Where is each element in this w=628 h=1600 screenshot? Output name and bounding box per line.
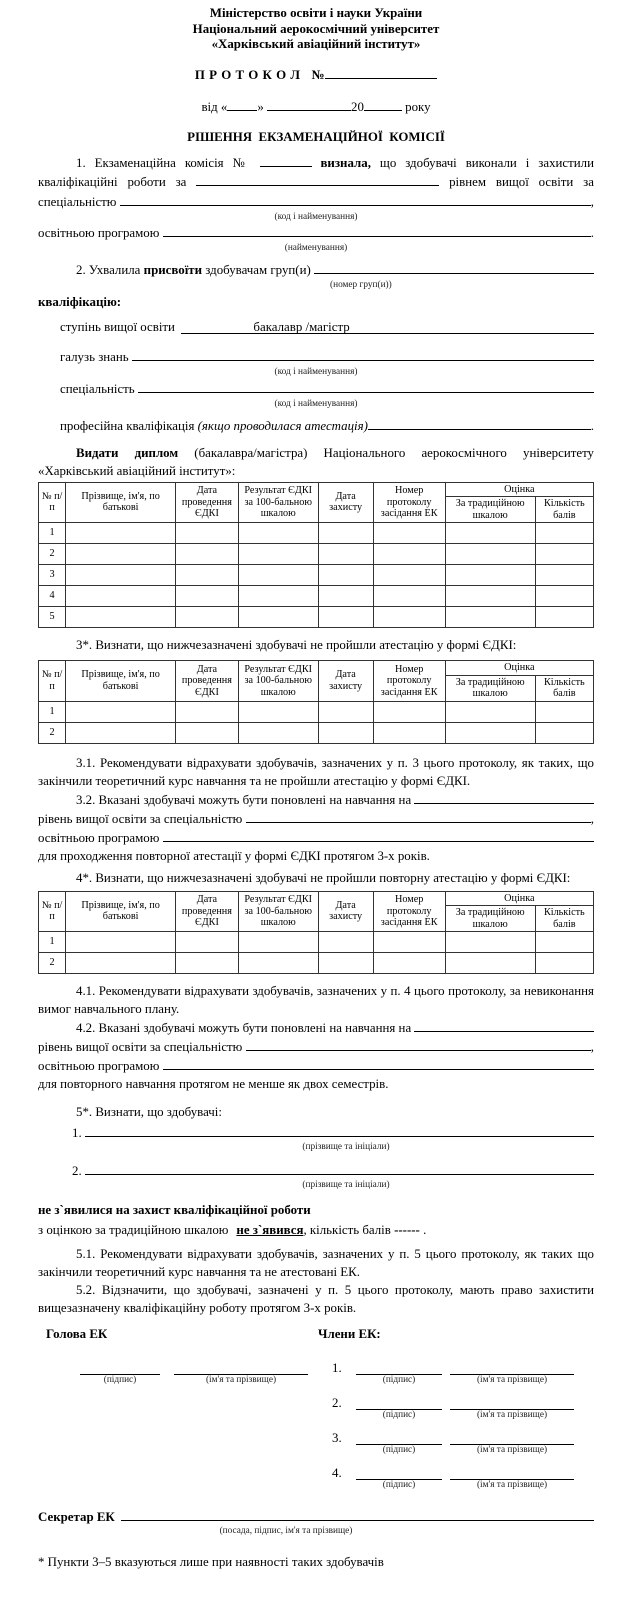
comma: ,: [590, 811, 594, 826]
table-row: [39, 932, 594, 953]
university-line: Національний аерокосмічний університет: [192, 21, 440, 36]
paragraph-4-2-line-1: [38, 1018, 594, 1037]
empty-cell: [238, 544, 318, 565]
signature-field: [356, 1396, 442, 1421]
empty-cell: [66, 953, 176, 974]
speciality2-blank: [138, 379, 594, 393]
row-number-cell: 2: [39, 544, 66, 565]
paragraph-4-1: 4.1. Рекомендувати відрахувати здобувачів, зазначених у п. 4 цього протоколу, за невиконання вимог навчального плану.: [38, 984, 594, 1016]
empty-cell: [176, 953, 239, 974]
empty-cell: [238, 701, 318, 722]
empty-cell: [176, 523, 239, 544]
signature-field: [356, 1466, 442, 1491]
col-date-edki: Дата проведення ЄДКІ: [176, 661, 239, 702]
table-row: [39, 607, 594, 628]
empty-cell: [373, 565, 445, 586]
paragraph-1-line-1: [38, 154, 594, 173]
empty-cell: [318, 953, 373, 974]
head-signature-row: [80, 1361, 318, 1386]
empty-cell: [238, 586, 318, 607]
table-header: [39, 891, 594, 932]
qualification-label: кваліфікацію:: [38, 294, 122, 309]
student-name-blank: [85, 1161, 594, 1175]
points-dashes: ------: [394, 1223, 420, 1237]
empty-cell: [176, 701, 239, 722]
empty-cell: [535, 565, 593, 586]
empty-cell: [445, 565, 535, 586]
no-attestation-table: [38, 660, 594, 744]
empty-cell: [318, 607, 373, 628]
table-body: [39, 932, 594, 974]
branch-blank: [132, 347, 594, 361]
fullname-field: [174, 1361, 308, 1386]
col-defense: Дата захисту: [318, 891, 373, 932]
empty-cell: [318, 523, 373, 544]
empty-cell: [66, 586, 176, 607]
empty-cell: [176, 722, 239, 743]
empty-cell: [373, 701, 445, 722]
p1-text: що здобувачі виконали і захистили: [379, 155, 595, 170]
empty-cell: [445, 722, 535, 743]
diploma-rest: (бакалавра/магістра) Національного аерокосмічного університету «Харківський авіаційний інститут»:: [38, 445, 594, 478]
caption-secretary: (посада, підпис, ім'я та прізвище): [219, 1526, 353, 1536]
empty-cell: [66, 544, 176, 565]
repeat-no-attestation-table: [38, 891, 594, 975]
empty-cell: [535, 586, 593, 607]
caption-fullname: (ім'я та прізвище): [476, 1445, 548, 1455]
fullname-blank: [450, 1361, 574, 1375]
date-day-blank: [227, 98, 257, 111]
period: .: [419, 1223, 427, 1237]
paragraph-3-2-line-4: для проходження повторної атестації у формі ЄДКІ протягом 3-х років.: [38, 848, 430, 863]
row-number-cell: 4: [39, 586, 66, 607]
paragraph-5-2: 5.2. Відзначити, що здобувачі, зазначені у п. 5 цього протоколу, мають право захистити вищезазначену кваліфікаційну роботу протягом 3-х років.: [38, 1283, 594, 1315]
fullname-blank: [174, 1361, 308, 1375]
table-row: [39, 722, 594, 743]
col-protocol: Номер протоколу засідання ЕК: [373, 482, 445, 523]
members-list: [318, 1361, 594, 1491]
paragraph-3-2-line-3: [38, 828, 594, 847]
date-year-blank: [364, 98, 402, 111]
p1-bold-recognized: визнала,: [320, 155, 371, 170]
paragraph-2-line: [38, 260, 594, 280]
col-result: Результат ЄДКІ за 100-бальною шкалою: [238, 891, 318, 932]
empty-cell: [66, 565, 176, 586]
diploma-paragraph: [38, 444, 594, 480]
empty-cell: [445, 523, 535, 544]
empty-cell: [373, 544, 445, 565]
p32-text: 3.2. Вказані здобувачі можуть бути поновлені на навчання на: [76, 792, 412, 807]
decision-title: РІШЕННЯ ЕКЗАМЕНАЦІЙНОЇ КОМІСІЇ: [187, 129, 445, 144]
empty-cell: [176, 607, 239, 628]
row-number-cell: 1: [39, 523, 66, 544]
date-close-quote: »: [257, 99, 264, 114]
empty-cell: [318, 544, 373, 565]
table-row: [39, 565, 594, 586]
date-prefix: від «: [201, 99, 228, 114]
col-date-edki: Дата проведення ЄДКІ: [176, 482, 239, 523]
edu-program-line: [38, 223, 594, 243]
member-number: 1.: [332, 1361, 342, 1375]
member-signature-row: [318, 1431, 594, 1456]
empty-cell: [445, 953, 535, 974]
col-defense: Дата захисту: [318, 661, 373, 702]
prof-qualification-label: професійна кваліфікація: [60, 418, 195, 433]
period: .: [590, 418, 594, 433]
p32-text: освітньою програмою: [38, 830, 160, 845]
branch-line: [38, 347, 594, 367]
p42-text: 4.2. Вказані здобувачі можуть бути поновлені на навчання на: [76, 1021, 412, 1035]
caption-code-name: (код і найменування): [274, 398, 358, 409]
comma: ,: [590, 1040, 594, 1054]
prof-qualification-line: [38, 416, 594, 436]
signature-blank: [356, 1361, 442, 1375]
paragraph-1-line-2: [38, 173, 594, 192]
paragraph-3-1: 3.1. Рекомендувати відрахувати здобувачів, зазначених у п. 3 цього протоколу, як таких, що закінчили теоретичний курс навчання та не пройшли атестацію у формі ЄДКІ.: [38, 755, 594, 788]
signature-field: [80, 1361, 160, 1386]
empty-cell: [445, 586, 535, 607]
col-traditional: За традиційною шкалою: [445, 675, 535, 701]
col-protocol: Номер протоколу засідання ЕК: [373, 891, 445, 932]
member-number: 4.: [332, 1466, 342, 1480]
student-item-1: [38, 1123, 594, 1142]
caption-fullname: (ім'я та прізвище): [205, 1375, 277, 1385]
empty-cell: [535, 544, 593, 565]
empty-cell: [445, 607, 535, 628]
empty-cell: [66, 932, 176, 953]
member-signature-row: [318, 1361, 594, 1386]
fullname-field: [450, 1431, 574, 1456]
specialty-blank: [246, 1037, 591, 1051]
member-signature-row: [318, 1466, 594, 1491]
empty-cell: [318, 932, 373, 953]
col-points: Кількість балів: [535, 906, 593, 932]
col-points: Кількість балів: [535, 675, 593, 701]
empty-cell: [373, 586, 445, 607]
empty-cell: [66, 607, 176, 628]
item-number: 2.: [72, 1164, 82, 1178]
protocol-number-line: [38, 66, 594, 84]
caption-signature: (підпис): [382, 1410, 416, 1420]
head-signature-column: [38, 1325, 318, 1501]
fullname-blank: [450, 1466, 574, 1480]
caption-signature: (підпис): [103, 1375, 137, 1385]
noshow-text: , кількість балів: [303, 1223, 391, 1237]
col-traditional: За традиційною шкалою: [445, 906, 535, 932]
section-5-intro: 5*. Визнати, що здобувачі:: [76, 1105, 222, 1119]
col-result: Результат ЄДКІ за 100-бальною шкалою: [238, 482, 318, 523]
table-header: [39, 482, 594, 523]
signature-field: [356, 1361, 442, 1386]
row-number-cell: 1: [39, 701, 66, 722]
diploma-table: [38, 482, 594, 629]
period: .: [590, 225, 594, 240]
empty-cell: [176, 565, 239, 586]
date-line: [38, 98, 594, 116]
caption-name-initials: (прізвище та ініціали): [302, 1142, 390, 1152]
empty-cell: [318, 701, 373, 722]
signature-blank: [356, 1431, 442, 1445]
empty-cell: [373, 722, 445, 743]
members-signature-column: [318, 1325, 594, 1501]
restore-level-blank: [414, 1018, 594, 1032]
table-row: [39, 586, 594, 607]
empty-cell: [238, 607, 318, 628]
caption-fullname: (ім'я та прізвище): [476, 1410, 548, 1420]
p42-text: рівень вищої освіти за спеціальністю: [38, 1040, 243, 1054]
col-points: Кількість балів: [535, 497, 593, 523]
paragraph-4-2-line-2: [38, 1037, 594, 1056]
empty-cell: [535, 523, 593, 544]
prof-qualification-blank: [368, 416, 591, 430]
table-header: [39, 661, 594, 702]
speciality2-line: [38, 379, 594, 399]
p1-text: рівнем вищої освіти за: [449, 174, 594, 189]
degree-line: [38, 318, 594, 337]
specialty-line: [38, 192, 594, 212]
empty-cell: [318, 586, 373, 607]
table-row: [39, 701, 594, 722]
date-month-blank: [267, 98, 351, 111]
student-item-2: [38, 1161, 594, 1180]
fullname-field: [450, 1396, 574, 1421]
caption-fullname: (ім'я та прізвище): [476, 1480, 548, 1490]
paragraph-3-2-line-2: [38, 809, 594, 828]
empty-cell: [176, 932, 239, 953]
edu-program-label: освітньою програмою: [38, 225, 160, 240]
empty-cell: [318, 565, 373, 586]
degree-blank: [181, 318, 594, 334]
empty-cell: [238, 565, 318, 586]
no-show-statement: не з`явилися на захист кваліфікаційної роботи: [38, 1203, 311, 1217]
empty-cell: [373, 523, 445, 544]
empty-cell: [238, 722, 318, 743]
empty-cell: [318, 722, 373, 743]
secretary-line: [38, 1507, 594, 1526]
paragraph-4-2-line-3: [38, 1056, 594, 1075]
degree-level-blank: [196, 173, 439, 186]
row-number-cell: 2: [39, 953, 66, 974]
row-number-cell: 3: [39, 565, 66, 586]
diploma-bold: Видати диплом: [76, 445, 179, 460]
caption-code-name: (код і найменування): [274, 211, 358, 222]
member-signature-row: [318, 1396, 594, 1421]
col-num: № п/п: [39, 891, 66, 932]
commission-number-blank: [260, 154, 312, 167]
noshow-text: з оцінкою за традиційною шкалою: [38, 1223, 229, 1237]
table-row: [39, 544, 594, 565]
table-body: [39, 523, 594, 628]
col-grade: Оцінка: [445, 661, 593, 676]
empty-cell: [176, 544, 239, 565]
p2-bold-assign: присвоїти: [143, 262, 203, 277]
p42-text: освітньою програмою: [38, 1059, 160, 1073]
noshow-bold-value: не з`явився: [236, 1223, 304, 1237]
col-date-edki: Дата проведення ЄДКІ: [176, 891, 239, 932]
fullname-field: [450, 1361, 574, 1386]
degree-label: ступінь вищої освіти: [60, 319, 175, 334]
prof-qualification-note: (якщо проводилася атестація): [197, 418, 368, 433]
paragraph-4-2-line-4: для повторного навчання протягом не менше як двох семестрів.: [38, 1077, 389, 1091]
caption-group-number: (номер груп(и)): [330, 279, 392, 290]
caption-fullname: (ім'я та прізвище): [476, 1375, 548, 1385]
fullname-blank: [450, 1396, 574, 1410]
col-result: Результат ЄДКІ за 100-бальною шкалою: [238, 661, 318, 702]
signatures-block: [38, 1325, 594, 1501]
row-number-cell: 2: [39, 722, 66, 743]
empty-cell: [373, 953, 445, 974]
empty-cell: [238, 953, 318, 974]
col-name: Прізвище, ім'я, по батькові: [66, 661, 176, 702]
comma: ,: [590, 194, 594, 209]
date-year-prefix: 20: [351, 99, 364, 114]
empty-cell: [535, 701, 593, 722]
group-number-blank: [314, 260, 594, 274]
empty-cell: [238, 523, 318, 544]
ministry-line: Міністерство освіти і науки України: [209, 6, 423, 20]
protocol-number-blank: [325, 66, 437, 79]
specialty-blank: [246, 809, 591, 823]
empty-cell: [176, 586, 239, 607]
table-body: [39, 701, 594, 743]
no-show-grade-line: [38, 1221, 594, 1239]
item-number: 1.: [72, 1126, 82, 1140]
caption-name-initials: (прізвище та ініціали): [302, 1180, 390, 1190]
table-row: [39, 953, 594, 974]
caption-name: (найменування): [284, 242, 348, 253]
signature-blank: [356, 1466, 442, 1480]
branch-label: галузь знань: [60, 349, 129, 364]
head-ek-label: Голова ЕК: [46, 1327, 108, 1341]
col-name: Прізвище, ім'я, по батькові: [66, 891, 176, 932]
table-row: [39, 523, 594, 544]
student-name-blank: [85, 1123, 594, 1137]
member-number: 3.: [332, 1431, 342, 1445]
section-4-intro: 4*. Визнати, що нижчезазначені здобувачі не пройшли повторну атестацію у формі ЄДКІ:: [76, 870, 571, 885]
fullname-field: [450, 1466, 574, 1491]
empty-cell: [66, 722, 176, 743]
fullname-blank: [450, 1431, 574, 1445]
footnote: * Пункти 3–5 вказуються лише при наявності таких здобувачів: [38, 1555, 384, 1569]
p2-text: здобувачам груп(и): [205, 262, 311, 277]
signature-blank: [80, 1361, 160, 1375]
col-num: № п/п: [39, 482, 66, 523]
empty-cell: [445, 932, 535, 953]
member-number: 2.: [332, 1396, 342, 1410]
empty-cell: [535, 953, 593, 974]
empty-cell: [535, 932, 593, 953]
edu-program-blank: [163, 828, 594, 842]
signature-blank: [356, 1396, 442, 1410]
members-ek-label: Члени ЕК:: [318, 1327, 381, 1341]
col-defense: Дата захисту: [318, 482, 373, 523]
p32-text: рівень вищої освіти за спеціальністю: [38, 811, 243, 826]
institute-line: «Харківський авіаційний інститут»: [211, 37, 421, 51]
empty-cell: [445, 701, 535, 722]
protocol-label: П Р О Т О К О Л №: [194, 67, 326, 82]
secretary-blank: [121, 1507, 594, 1521]
date-suffix: року: [401, 99, 431, 114]
specialty-label: спеціальністю: [38, 194, 117, 209]
secretary-label: Секретар ЕК: [38, 1510, 119, 1524]
caption-signature: (підпис): [382, 1480, 416, 1490]
paragraph-5-1: 5.1. Рекомендувати відрахувати здобувачів, зазначених у п. 5 цього протоколу, як таких що закінчили теоретичний курс навчання та не атестовані ЕК.: [38, 1247, 594, 1279]
caption-signature: (підпис): [382, 1375, 416, 1385]
row-number-cell: 5: [39, 607, 66, 628]
empty-cell: [373, 607, 445, 628]
specialty-blank: [120, 192, 591, 206]
empty-cell: [238, 932, 318, 953]
degree-value: бакалавр /магістр: [253, 319, 350, 334]
empty-cell: [535, 722, 593, 743]
row-number-cell: 1: [39, 932, 66, 953]
section-3-intro: 3*. Визнати, що нижчезазначені здобувачі не пройшли атестацію у формі ЄДКІ:: [76, 638, 517, 652]
empty-cell: [445, 544, 535, 565]
p1-text: 1. Екзаменаційна комісія №: [76, 155, 251, 170]
caption-code-name: (код і найменування): [274, 366, 358, 377]
paragraph-3-2-line-1: [38, 790, 594, 809]
signature-field: [356, 1431, 442, 1456]
edu-program-blank: [163, 1056, 594, 1070]
empty-cell: [66, 523, 176, 544]
col-grade: Оцінка: [445, 891, 593, 906]
col-num: № п/п: [39, 661, 66, 702]
edu-program-blank: [163, 223, 591, 237]
empty-cell: [535, 607, 593, 628]
caption-signature: (підпис): [382, 1445, 416, 1455]
speciality2-label: спеціальність: [60, 381, 135, 396]
empty-cell: [66, 701, 176, 722]
p2-text: 2. Ухвалила: [76, 262, 141, 277]
col-grade: Оцінка: [445, 482, 593, 497]
col-name: Прізвище, ім'я, по батькові: [66, 482, 176, 523]
p1-text: кваліфікаційні роботи за: [38, 174, 187, 189]
restore-level-blank: [414, 790, 594, 804]
col-protocol: Номер протоколу засідання ЕК: [373, 661, 445, 702]
col-traditional: За традиційною шкалою: [445, 497, 535, 523]
empty-cell: [373, 932, 445, 953]
